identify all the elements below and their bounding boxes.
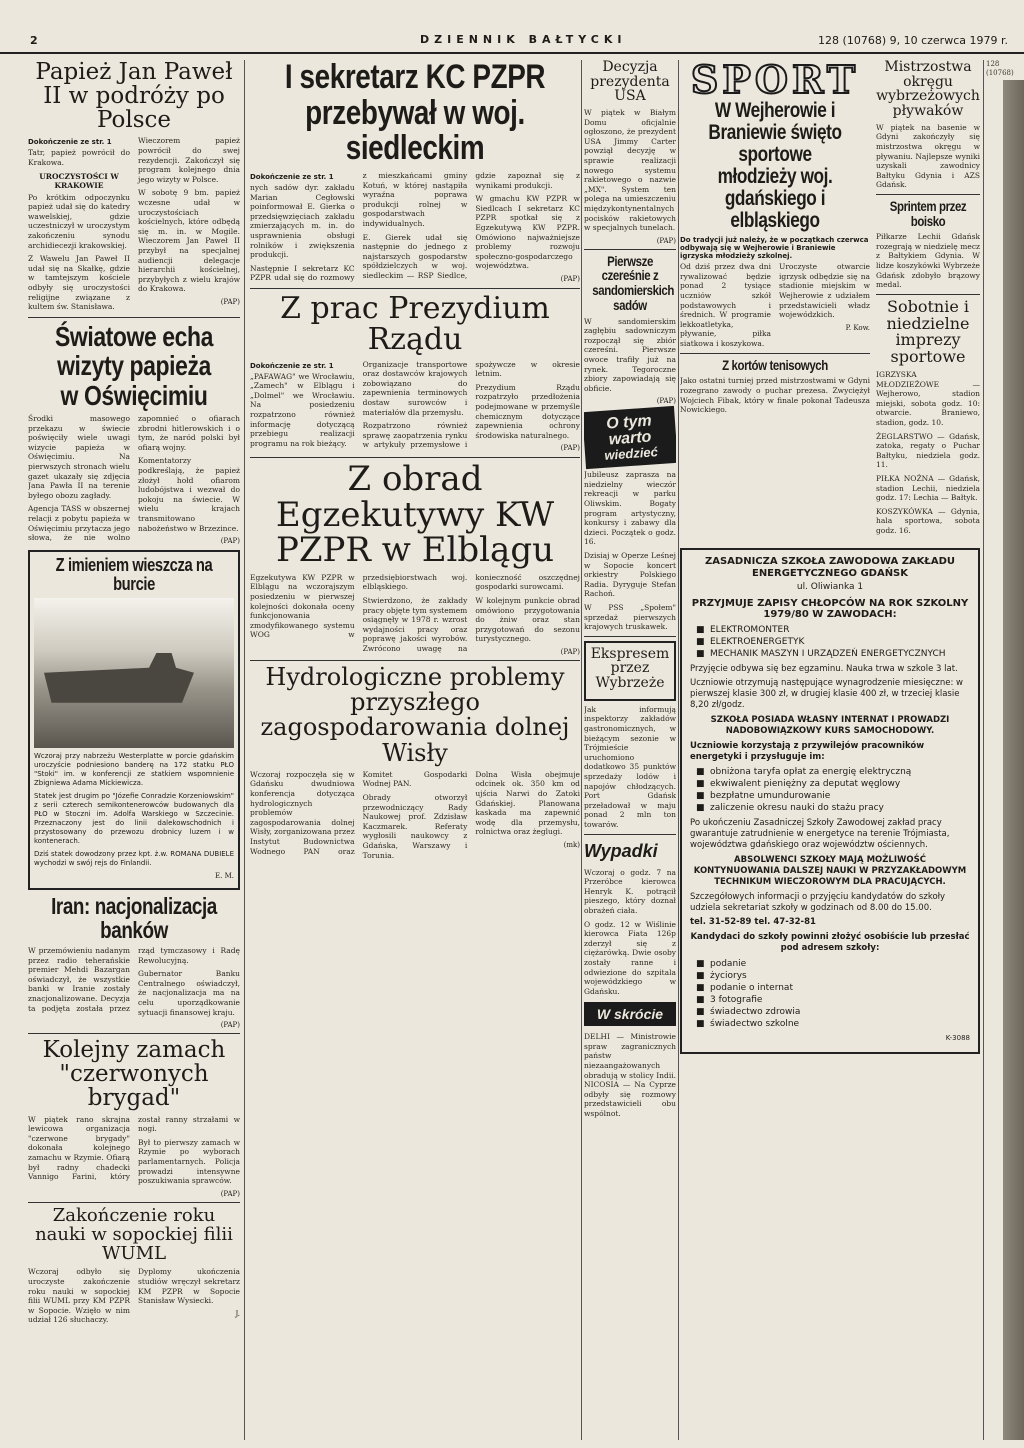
article-text: Dyplomy ukończenia studiów wręczył sekretarz KM PZPR w Sopocie Stanisław Wysiecki. xyxy=(138,1267,240,1306)
wypadki-logo: Wypadki xyxy=(584,840,658,861)
article-text: W PSS „Społem" sprzedaż pierwszych krajowych truskawek. xyxy=(584,603,676,632)
article-signature: P. Kow. xyxy=(845,323,870,332)
newspaper-title: DZIENNIK BAŁTYCKI xyxy=(420,33,627,46)
article-ship xyxy=(28,550,240,890)
school-advertisement xyxy=(680,548,980,1054)
article-signature: (PAP) xyxy=(656,397,676,406)
article-text: Wczoraj odbyło się uroczyste zakończenie roku nauki w sopockiej filii WUML przy KM PZPR w Sopocie. Wzięło w nim udział 126 słuchaczy. xyxy=(28,1267,130,1325)
photo-caption: Statek jest drugim po "Józefie Conradzie Korzeniowskim" z serii czterech semikontenerowców budowanych dla PŁO w Stoczni im. Adolfa Warskiego w Szczecinie. Przeznaczony jest do linii dalekowschodnich i przystosowany do przewozu drobnicy luzem i w kontenerach. xyxy=(34,791,234,845)
ad-trade: ■ MECHANIK MASZYN I URZĄDZEŃ ENERGETYCZNYCH xyxy=(710,648,970,660)
column-center xyxy=(250,60,580,1445)
column-rule xyxy=(983,60,984,1440)
photo-caption: Wczoraj przy nabrzeżu Westerplatte w porcie gdańskim uroczyście podniesiono banderę na 172 statku PŁO "Stoki" im. w konferencji ze statkiem wspomnienie Zbigniewa Adama Mickiewicza. xyxy=(34,751,234,787)
article-siedlce xyxy=(250,60,580,284)
article-signature: (PAP) xyxy=(560,275,580,283)
o-tym-warto-wiedziec-logo: O tym warto wiedzieć xyxy=(584,406,676,469)
article-text: Organizacje transportowe oraz dostawców krajowych zobowiązano do zapewnienia terminowych dostaw surowców i materiałów dla przemysłu. xyxy=(362,359,468,417)
ad-privilege: ■ zaliczenie okresu nauki do stażu pracy xyxy=(710,802,970,814)
ad-exam: Przyjęcie odbywa się bez egzaminu. Nauka trwa w szkole 3 lat. xyxy=(690,663,958,674)
article-text: Stwierdzono, że zakłady pracy objęte tym systemem osiągnęły w 1978 r. wzrost wydajności pracy oraz poprawę jakości wyrobów. Zwrócono uwagę na konieczność oszczędnej gospodarki surowcami. xyxy=(362,572,580,654)
ad-privilege: ■ bezpłatne umundurowanie xyxy=(710,790,970,802)
article-wejherowo xyxy=(680,100,870,349)
article-wisla xyxy=(250,665,580,860)
column-narrow xyxy=(584,60,676,1445)
headline-ekspresem: Ekspresem przez Wybrzeże xyxy=(590,645,670,692)
ad-trade: ■ ELEKTROENERGETYK xyxy=(710,636,970,648)
article-text: Egzekutywa KW PZPR w Elblągu na wczorajszym posiedzeniu w pierwszej kolejności dokonała oceny funkcjonowania zmodyfikowanego systemu WOG w przedsiębiorstwach woj. elbląskiego. xyxy=(250,572,468,640)
article-text: Był to pierwszy zamach w Rzymie po wyborach parlamentarnych. Policja prowadzi intensywne poszukiwania sprawców. xyxy=(138,1137,240,1186)
article-text: Od dziś przez dwa dni rywalizować będzie ponad 2 tysiące uczniów szkół podstawowych i średnich. W programie lekkoatletyka, pływanie, piłka siatkowa i koszykowa. xyxy=(680,262,771,349)
article-sprint xyxy=(876,199,980,290)
headline-wuml: Zakończenie roku nauki w sopockiej filii WUML xyxy=(35,1204,233,1264)
article-wuml xyxy=(28,1204,240,1326)
headline-pope: Papież Jan Paweł II w podróży po Polsce xyxy=(35,60,233,134)
sport-logo: SPORT xyxy=(690,60,860,102)
article-subhead: UROCZYSTOŚCI W KRAKOWIE xyxy=(39,171,119,190)
article-lead: Do tradycji już należy, że w początkach czerwca odbywają się w Wejherowie i Braniewie igrzyska młodzieży szkolnej. xyxy=(680,236,869,261)
headline-wejherowo: W Wejherowie i Braniewie święto sportowe młodzieży woj. gdańskiego i elbląskiego xyxy=(708,99,842,233)
ad-doc: ■ 3 fotografie xyxy=(710,994,970,1006)
ad-code: K-3088 xyxy=(945,1033,970,1042)
ship-photo xyxy=(34,598,234,748)
headline-elblag: Z obrad Egzekutywy KW PZPR w Elblągu xyxy=(275,458,555,571)
column-rule xyxy=(678,60,679,1440)
ad-enroll: PRZYJMUJE ZAPISY CHŁOPCÓW NA ROK SZKOLNY 1979/80 W ZAWODACH: xyxy=(691,597,969,620)
article-text: nych sadów dyr. zakładu Marian Cegłowski poinformował E. Gierka o przedsięwzięciach zakładu zmierzających m. in. do usprawnienia obsługi rolników i zwiększenia produkcji. xyxy=(250,183,355,260)
article-elblag xyxy=(250,458,580,657)
headline-sady: Pierwsze czereśnie z sandomierskich sadów xyxy=(592,252,674,313)
headline-wisla: Hydrologiczne problemy przyszłego zagospodarowania dolnej Wisły xyxy=(260,663,570,767)
article-pope xyxy=(28,60,240,313)
ad-graduates: ABSOLWENCI SZKOŁY MAJĄ MOŻLIWOŚĆ KONTYNUOWANIA DALSZEJ NAUKI W PRZYZAKŁADOWYM TECHNIKUM WIECZOROWYM DLA PRACUJĄCYCH. xyxy=(693,854,967,887)
article-text: W kolejnym punkcie obrad omówiono przygotowania do żniw oraz stan przygotowań do sezonu turystycznego. xyxy=(475,596,580,644)
article-lead: Dokończenie ze str. 1 xyxy=(250,361,334,370)
headline-sprint: Sprintem przez boisko xyxy=(889,197,967,229)
article-text: E. Gierek udał się następnie do jednego z najstarszych gospodarstw spółdzielczych w woj. siedleckim — RSP Siedlce, gdzie zapoznał się z wynikami produkcji. xyxy=(362,171,580,280)
article-signature: (mk) xyxy=(563,840,580,849)
article-text: W gmachu KW PZPR w Siedlcach I sekretarz KC PZPR spotkał się z Egzekutywą KW PZPR. Omówiono najważniejsze problemy rozwoju społeczno-gospodarczego województwa. xyxy=(475,194,580,271)
headline-echoes: Światowe echa wizyty papieża w Oświęcimiu xyxy=(54,320,214,411)
article-wskrocie xyxy=(584,1002,676,1118)
article-text: KOSZYKÓWKA — Gdynia, hala sportowa, sobota godz. 16. xyxy=(876,506,980,535)
article-text: Jako ostatni turniej przed mistrzostwami w Gdyni rozegrano zawody o puchar prezesa. Zwyciężył Wojciech Fibak, który w finale pokonał Tadeusza Nowickiego. xyxy=(680,376,870,415)
column-rule xyxy=(244,60,245,1440)
ad-title: ZASADNICZA SZKOŁA ZAWODOWA ZAKŁADU ENERGETYCZNEGO GDAŃSK xyxy=(704,555,956,579)
ad-address: ul. Oliwianka 1 xyxy=(796,581,864,592)
column-left xyxy=(28,60,240,1445)
ad-privilege: ■ ekwiwalent pieniężny za deputat węglowy xyxy=(710,778,970,790)
headline-usa: Decyzja prezydenta USA xyxy=(590,60,670,105)
article-text: W piątek w Białym Domu oficjalnie ogłoszono, że prezydent USA Jimmy Carter powziął decyzję w sprawie realizacji nowego systemu rakietowego o nazwie „MX". System ten polega na umieszczeniu międzykontynentalnych pocisków rakietowych w specjalnych tunelach. xyxy=(584,108,676,233)
article-signature: (PAP) xyxy=(560,444,580,453)
w-skrocie-logo: W skrócie xyxy=(584,1002,676,1026)
article-text: Tatr, papież powrócił do Krakowa. xyxy=(28,148,130,168)
article-text: Jubileusz zaprasza na niedzielny wieczór rekreacji w parku Oliwskim. Bogaty program artystyczny, konkursy i zabawy dla dzieci. Początek o godz. 16. xyxy=(584,470,676,547)
masthead xyxy=(0,30,1024,54)
article-text: PIŁKA NOŻNA — Gdańsk, stadion Lechii, niedziela godz. 17: Lechia — Bałtyk. xyxy=(876,473,980,503)
headline-iran: Iran: nacjonalizacja banków xyxy=(51,892,217,943)
article-text: DELHI — Ministrowie spraw zagranicznych państw niezaangażowanych obradują w stolicy Indii. NICOSIA — Na Cyprze odbyły się rozmowy przedstawicieli obu wspólnot. xyxy=(584,1032,676,1119)
column-rule xyxy=(581,60,582,1440)
article-text: W sandomierskim zagłębiu sadowniczym rozpoczął się zbiór czereśni. Pierwsze owoce trafiły już na rynek. Tegoroczne zbiory zapowiadają się obficie. xyxy=(584,316,676,393)
article-text: Po krótkim odpoczynku papież udał się do katedry wawelskiej, gdzie uczestniczył w uroczystym zakończeniu synodu archidiecezji krakowskiej. xyxy=(28,192,130,250)
article-text: Dzisiaj w Operze Leśnej w Sopocie koncert orkiestry Polskiego Radia. Dyryguje Stefan Rachoń. xyxy=(584,551,676,599)
article-text: Wczoraj rozpoczęła się w Gdańsku dwudniowa konferencja dotycząca hydrologicznych problemów zagospodarowania dolnej Wisły, zorganizowana przez Instytut Budownictwa Wodnego PAN oraz Komitet Gospodarki Wodnej PAN. xyxy=(250,769,468,856)
article-text: Dolna Wisła obejmuje odcinek ok. 350 km od ujścia Narwi do Zatoki Gdańskiej. Planowana kaskada ma zapewnić wodę dla przemysłu, rolnictwa oraz żeglugi. xyxy=(475,769,580,837)
article-plywanie xyxy=(876,60,980,190)
ad-after: Po ukończeniu Zasadniczej Szkoły Zawodowej zakład pracy gwarantuje zatrudnienie w energetyce na terenie Trójmiasta, województwa gdańskiego oraz województw ościennych. xyxy=(690,817,950,850)
article-text: Rozpatrzono również sprawę zaopatrzenia rynku w artykuły przemysłowe i spożywcze w okresie letnim. xyxy=(362,359,580,450)
headline-siedlce: I sekretarz KC PZPR przebywał w woj. siedleckim xyxy=(284,60,546,168)
article-text: IGRZYSKA MŁODZIEŻOWE — Wejherowo, stadion miejski, sobota godz. 10: otwarcie. Braniewo, stadion, godz. 10. xyxy=(876,370,980,427)
article-signature: (PAP) xyxy=(656,236,676,245)
article-text: Obrady otworzył przewodniczący Rady Naukowej prof. Zdzisław Kaczmarek. Referaty wygłosili naukowcy z Gdańska, Warszawy i Torunia. xyxy=(362,792,468,860)
article-text: Agencja TASS w obszernej relacji z pobytu papieża w Oświęcimiu przytacza jego słowa, że nie wolno zapomnieć o ofiarach zbrodni hitlerowskich i o tym, że naród polski był ofiarą wojny. xyxy=(28,414,240,543)
article-signature: E. M. xyxy=(215,871,234,880)
article-iran xyxy=(28,894,240,1029)
ad-privilege: ■ obniżona taryfa opłat za energię elektryczną xyxy=(710,766,970,778)
article-rzad xyxy=(250,290,580,453)
ad-docs-head: Kandydaci do szkoły powinni złożyć osobiście lub przesłać pod adresem szkoły: xyxy=(690,931,970,953)
edge-text: 128 (10768) xyxy=(986,60,1014,77)
article-text: „PAFAWAG" we Wrocławiu, „Zamech" w Elblągu i „Dolmel" we Wrocławiu. Na posiedzeniu rozpatrzono również informację dotyczącą przebiegu realizacji programu na rok bieżący. xyxy=(250,371,355,448)
page-edge-shadow xyxy=(1003,80,1024,1440)
article-echoes xyxy=(28,322,240,546)
article-signature: (PAP) xyxy=(220,297,240,306)
headline-ship: Z imieniem wieszcza na burcie xyxy=(55,554,213,594)
article-text: Następnie I sekretarz KC PZPR udał się do rozmowy z mieszkańcami gminy Kotuń, w której nastąpiła wyraźna poprawa produkcji rolnej w gospodarstwach indywidualnych. xyxy=(250,171,468,283)
ad-doc: ■ podanie xyxy=(710,958,970,970)
article-text: Wczoraj o godz. 7 na Przeróbce kierowca Henryk K. potrącił pieszego, który doznał obrażeń ciała. xyxy=(584,867,676,915)
ad-doc: ■ świadectwo szkolne xyxy=(710,1018,970,1030)
article-wypadki xyxy=(584,841,676,997)
article-lead: Dokończenie ze str. 1 xyxy=(28,138,112,147)
ad-privileges-head: Uczniowie korzystają z przywilejów pracowników energetyki i przysługuje im: xyxy=(690,740,925,762)
photo-caption: Dziś statek dowodzony przez kpt. ż.w. ROMANA DUBIELE wychodzi w swój rejs do Finlandii. xyxy=(34,849,234,867)
article-text: Środki masowego przekazu w świecie poświęciły wiele uwagi wizycie papieża w Oświęcimiu. Na pierwszych stronach wielu gazet ukazały się zdjęcia Jana Pawła II na terenie byłego obozu zagłady. xyxy=(28,414,130,500)
ad-trade: ■ ELEKTROMONTER xyxy=(710,624,970,636)
ad-stipend: Uczniowie otrzymują następujące wynagrodzenie miesięczne: w pierwszej klasie 300 zł, w drugiej klasie 400 zł, w trzeciej klasie 8,20 zł/godz. xyxy=(690,677,963,710)
article-imprezy xyxy=(876,296,980,536)
article-text: W piątek na basenie w Gdyni zakończyły się mistrzostwa okręgu w pływaniu. Najlepsze wyniki uzyskali zawodnicy Bałtyku Gdynia i AZS Gdańsk. xyxy=(876,122,980,190)
article-signature: (PAP) xyxy=(220,1021,240,1030)
article-signature: (PAP) xyxy=(220,537,240,546)
article-text: Uroczyste otwarcie igrzysk odbędzie się na stadionie miejskim w Wejherowie z udziałem przedstawicieli władz wojewódzkich. xyxy=(779,262,870,320)
ad-doc: ■ świadectwo zdrowia xyxy=(710,1006,970,1018)
article-sady xyxy=(584,254,676,406)
ad-boarding: SZKOŁA POSIADA WŁASNY INTERNAT I PROWADZI NADOBOWIĄZKOWY KURS SAMOCHODOWY. xyxy=(710,714,950,736)
ad-docs-list xyxy=(710,958,970,1030)
article-signature: (PAP) xyxy=(560,648,580,657)
ad-doc: ■ podanie o internat xyxy=(710,982,970,994)
article-lead: Dokończenie ze str. 1 xyxy=(250,173,334,182)
ad-phone: tel. 31-52-89 tel. 47-32-81 xyxy=(690,916,816,927)
ad-doc: ■ życiorys xyxy=(710,970,970,982)
article-signature: J. xyxy=(235,1309,240,1318)
article-text: Prezydium Rządu rozpatrzyło przedłożenia podejmowane w przemyśle chemicznym dotyczące zapewnienia ochrony środowiska naturalnego. xyxy=(475,382,580,440)
article-text: Z Wawelu Jan Paweł II udał się na Skałkę, gdzie w tamtejszym kościele odbyły się uroczystości religijne związane z kultem św. Stanisława. xyxy=(28,254,130,312)
article-otym xyxy=(584,409,676,632)
issue-info: 128 (10768) 9, 10 czerwca 1979 r. xyxy=(818,34,1008,47)
article-signature: (PAP) xyxy=(220,1189,240,1198)
ad-privileges-list xyxy=(710,766,970,814)
headline-imprezy: Sobotnie i niedzielne imprezy sportowe xyxy=(886,296,970,367)
headline-korty: Z kortów tenisowych xyxy=(722,356,828,373)
article-text: Wieczorem papież powrócił do swej rezydencji. Zakończył się program kolejnego dnia jego wizyty w Polsce. xyxy=(138,136,240,184)
headline-rzad: Z prac Prezydium Rządu xyxy=(280,290,550,358)
article-text: Jak informują inspektorzy zakładów gastronomicznych, w bieżącym sezonie w Trójmieście uruchomiono dodatkowo 35 punktów sprzedaży lodów i napojów chłodzących. Port Gdańsk przeładował w maju ponad 2 mln ton towarów. xyxy=(584,704,676,829)
article-zamach xyxy=(28,1038,240,1198)
ad-info: Szczegółowych informacji o przyjęciu kandydatów do szkoły udziela sekretariat szkoły w godzinach od 8.00 do 15.00. xyxy=(690,891,946,913)
article-text: O godz. 12 w Wiślinie kierowca Fiata 126p zderzył się z ciężarówką. Dwie osoby zostały ranne i odwiezione do szpitala wojewódzkiego w Gdańsku. xyxy=(584,919,676,996)
article-text: W sobotę 9 bm. papież wczesne udał w uroczystościach kościelnych, które odbędą się m. in. w Mogile. Wieczorem Jan Paweł II przybył na specjalnej audiencji delegacje hierarchii kościelnej, przybyłych z wielu krajów do Krakowa. xyxy=(138,188,240,294)
article-korty xyxy=(680,358,870,415)
headline-zamach: Kolejny zamach "czerwonych brygad" xyxy=(42,1037,226,1112)
article-usa xyxy=(584,60,676,245)
article-text: W przemówieniu nadanym przez radio teherańskie premier Mehdi Bazargan oświadczył, że wszystkie banki w Iranie zostały znacjonalizowane. Decyzja ta podjęta została przez rząd tymczasowy i Radę Rewolucyjną. xyxy=(28,945,240,1013)
column-sport xyxy=(680,60,980,1445)
article-text: ŻEGLARSTWO — Gdańsk, zatoka, regaty o Puchar Bałtyku, niedziela godz. 11. xyxy=(876,431,980,470)
article-text: W piątek rano skrajna lewicowa organizacja "czerwone brygady" dokonała kolejnego zamachu w Rzymie. Ofiarą był radny chadecki Vannigo Farini, który został ranny strzałami w nogi. xyxy=(28,1114,240,1182)
page-number: 2 xyxy=(30,34,38,47)
ad-trades-list xyxy=(710,624,970,660)
article-text: Komentatorzy podkreślają, że papież złożył hołd ofiarom ludobójstwa i wezwał do pokoju na świecie. W wielu krajach transmitowano nabożeństwo w Brzezince. xyxy=(138,456,240,533)
article-text: Gubernator Banku Centralnego oświadczył, że nacjonalizacja ma na celu uporządkowanie sytuacji finansowej kraju. xyxy=(138,969,240,1017)
headline-plywanie: Mistrzostwa okręgu wybrzeżowych pływaków xyxy=(876,60,980,120)
article-text: Piłkarze Lechii Gdańsk rozegrają w niedzielę mecz z Bałtykiem Gdynia. W lidze koszykówki Wybrzeże Gdańsk zdobyło brązowy medal. xyxy=(876,232,980,290)
article-ekspresem xyxy=(584,641,676,701)
